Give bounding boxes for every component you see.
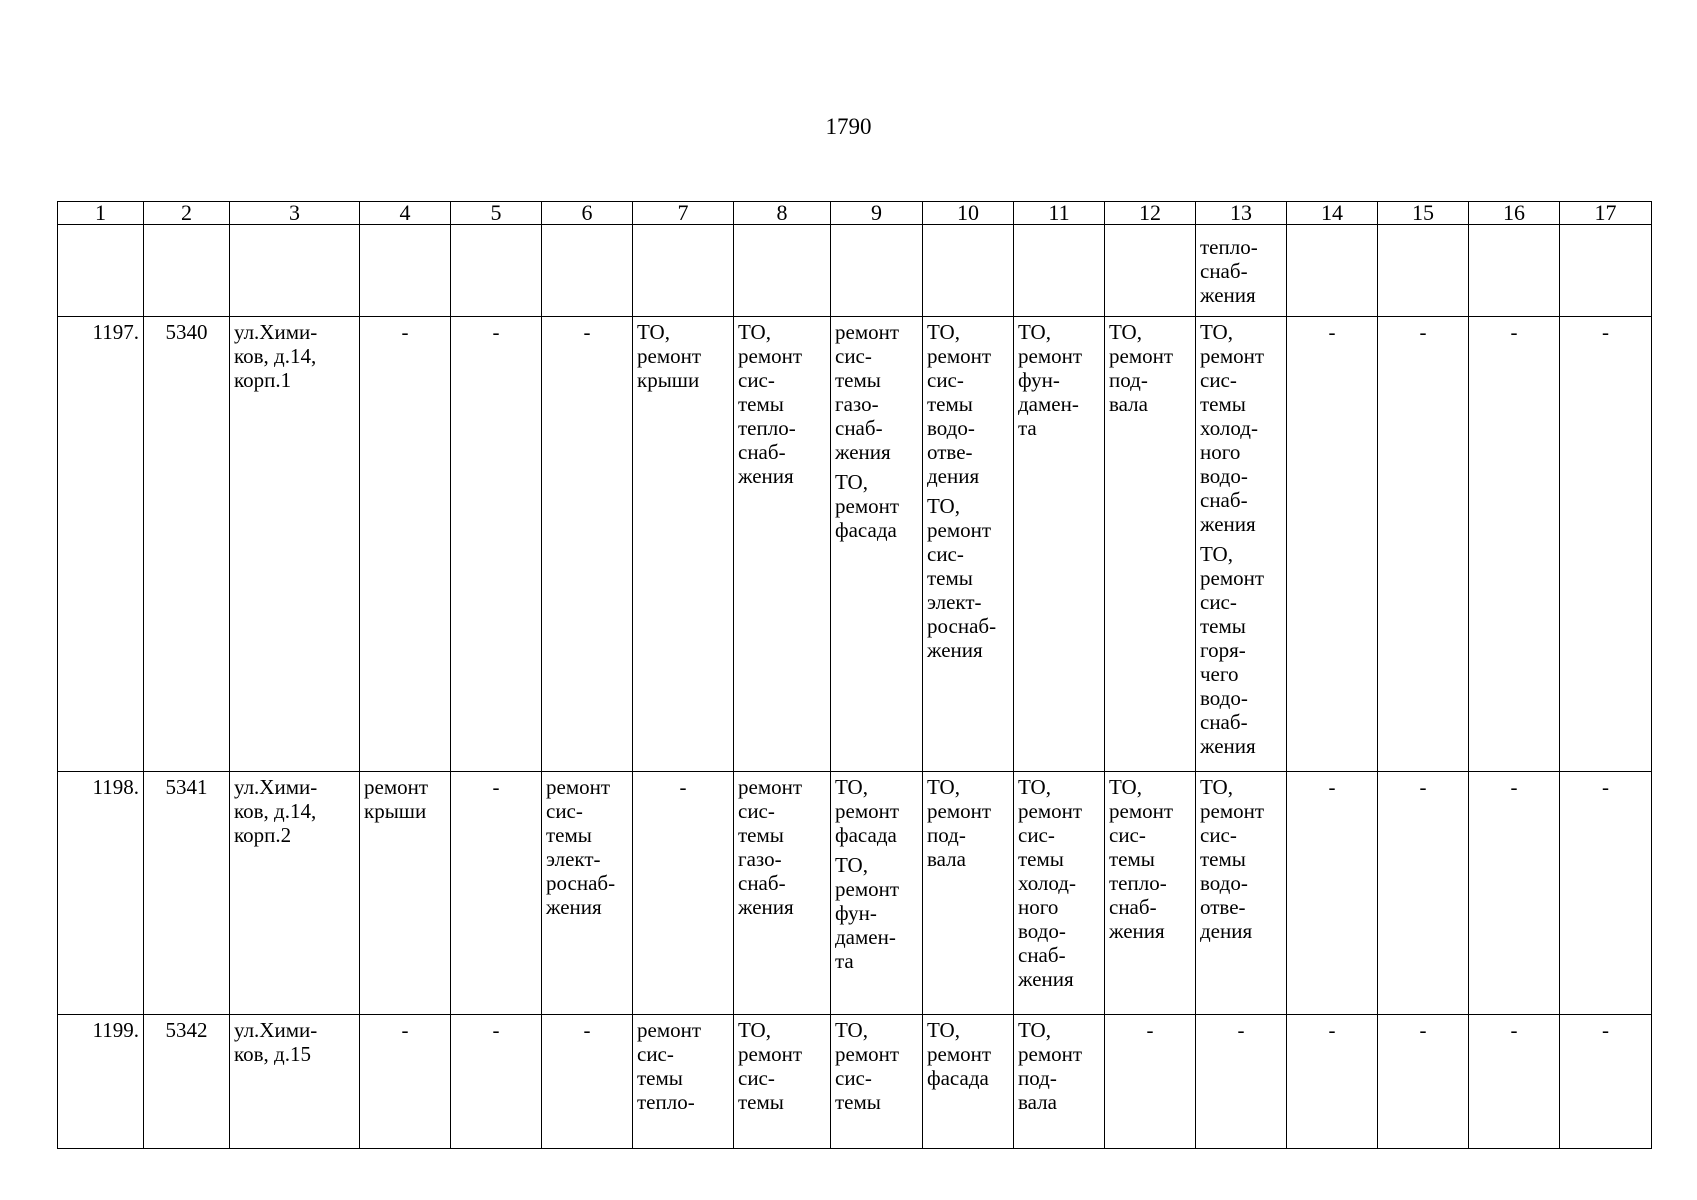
table-cell: [1014, 317, 1105, 772]
cell-text: ТО, ремонт крыши: [637, 320, 702, 392]
cell-text: -: [492, 775, 500, 799]
table-row: [58, 1015, 1652, 1149]
table-cell: [734, 772, 831, 1015]
cell-text: -: [401, 320, 409, 344]
cell-text: -: [1602, 1018, 1609, 1042]
table-cell: [58, 772, 144, 1015]
table-cell: [923, 317, 1014, 772]
column-number-cell: 12: [1105, 202, 1196, 225]
cell-text: ремонт сис- темы тепло-: [637, 1018, 702, 1114]
cell-text: -: [679, 775, 687, 799]
cell-text: 5342: [165, 1018, 208, 1042]
cell-text: тепло- снаб- жения: [1200, 235, 1258, 307]
cell-text: ТО, ремонт сис- темы холод- ного водо- снаб- жения: [1200, 320, 1265, 536]
table-cell: [360, 772, 451, 1015]
table-cell: [360, 225, 451, 317]
cell-text: ремонт сис- темы элект- роснаб- жения: [546, 775, 616, 919]
table-cell: [1287, 1015, 1378, 1149]
table-cell: [230, 1015, 360, 1149]
table-cell: [58, 317, 144, 772]
cell-text: ТО, ремонт под- вала: [1109, 320, 1174, 416]
cell-text: -: [492, 320, 500, 344]
cell-text: ТО, ремонт сис- темы водо- отве- дения: [1200, 775, 1265, 943]
table-cell: [144, 772, 230, 1015]
cell-text: ул.Хими- ков, д.14, корп.2: [234, 775, 318, 847]
cell-text: -: [1237, 1018, 1245, 1042]
cell-text: -: [1602, 320, 1609, 344]
table-cell: [1560, 225, 1652, 317]
table-cell: [923, 1015, 1014, 1149]
cell-text: ул.Хими- ков, д.15: [234, 1018, 318, 1066]
table-cell: [633, 772, 734, 1015]
cell-text: 1198.: [92, 775, 139, 799]
cell-text: -: [1419, 775, 1427, 799]
cell-text: ТО, ремонт фун- дамен- та: [835, 853, 900, 973]
table-cell: [451, 1015, 542, 1149]
cell-text: 1197.: [92, 320, 139, 344]
cell-text: -: [1419, 1018, 1427, 1042]
cell-text: -: [583, 1018, 591, 1042]
table-cell: [831, 317, 923, 772]
table-cell: [734, 225, 831, 317]
table-cell: [1196, 1015, 1287, 1149]
table-cell: [1105, 1015, 1196, 1149]
column-number-cell: 6: [542, 202, 633, 225]
table-cell: [923, 225, 1014, 317]
table-cell: [1105, 225, 1196, 317]
cell-text: 5341: [165, 775, 208, 799]
table-cell: [1105, 317, 1196, 772]
table-cell: [1378, 772, 1469, 1015]
cell-text: ТО, ремонт фасада: [835, 775, 900, 847]
cell-text: -: [1328, 1018, 1336, 1042]
column-number-cell: 11: [1014, 202, 1105, 225]
table-cell: [451, 772, 542, 1015]
cell-text: -: [1602, 775, 1609, 799]
cell-text: ТО, ремонт сис- темы тепло- снаб- жения: [1109, 775, 1174, 943]
table-cell: [1560, 772, 1652, 1015]
table-cell: [230, 772, 360, 1015]
column-number-cell: 4: [360, 202, 451, 225]
table-cell: [230, 225, 360, 317]
table-cell: [542, 772, 633, 1015]
column-number-cell: 9: [831, 202, 923, 225]
cell-text: ТО, ремонт сис- темы водо- отве- дения: [927, 320, 992, 488]
table-cell: [542, 1015, 633, 1149]
column-number-cell: 15: [1378, 202, 1469, 225]
table-cell: [1378, 1015, 1469, 1149]
cell-text: ул.Хими- ков, д.14, корп.1: [234, 320, 318, 392]
cell-text: -: [492, 1018, 500, 1042]
cell-text: ремонт сис- темы газо- снаб- жения: [835, 320, 900, 464]
table-cell: [58, 1015, 144, 1149]
cell-text: ТО, ремонт под- вала: [1018, 1018, 1083, 1114]
table-cell: [831, 1015, 923, 1149]
cell-text: -: [1328, 775, 1336, 799]
table-cell: [451, 317, 542, 772]
cell-text: ТО, ремонт сис- темы горя- чего водо- снаб- жения: [1200, 542, 1265, 758]
table-row: [58, 225, 1652, 317]
table-cell: [1287, 772, 1378, 1015]
table-cell: [1469, 317, 1560, 772]
table-cell: [1469, 772, 1560, 1015]
cell-text: -: [1419, 320, 1427, 344]
table-cell: [451, 225, 542, 317]
cell-text: ТО, ремонт под- вала: [927, 775, 992, 871]
table-cell: [633, 1015, 734, 1149]
table-cell: [144, 225, 230, 317]
table-cell: [542, 317, 633, 772]
column-number-cell: 14: [1287, 202, 1378, 225]
table-cell: [542, 225, 633, 317]
cell-text: ТО, ремонт сис- темы: [835, 1018, 900, 1114]
table-cell: [360, 317, 451, 772]
cell-text: ТО, ремонт сис- темы тепло- снаб- жения: [738, 320, 803, 488]
table-cell: [831, 225, 923, 317]
cell-text: 1199.: [92, 1018, 139, 1042]
column-number-cell: 5: [451, 202, 542, 225]
cell-text: ТО, ремонт сис- темы элект- роснаб- жения: [927, 494, 997, 662]
column-number-cell: 8: [734, 202, 831, 225]
table-cell: [1014, 772, 1105, 1015]
page-number: 1790: [825, 114, 872, 139]
column-number-cell: 10: [923, 202, 1014, 225]
table-cell: [831, 772, 923, 1015]
table-cell: [1469, 225, 1560, 317]
table-cell: [923, 772, 1014, 1015]
column-number-cell: 1: [58, 202, 144, 225]
table-cell: [58, 225, 144, 317]
cell-text: -: [583, 320, 591, 344]
table-cell: [1378, 225, 1469, 317]
table-cell: [734, 1015, 831, 1149]
table-cell: [1560, 1015, 1652, 1149]
column-number-cell: 13: [1196, 202, 1287, 225]
cell-text: -: [1510, 1018, 1518, 1042]
cell-text: ремонт сис- темы газо- снаб- жения: [738, 775, 803, 919]
cell-text: ТО, ремонт сис- темы холод- ного водо- снаб- жения: [1018, 775, 1083, 991]
table-cell: [1287, 225, 1378, 317]
cell-text: -: [1328, 320, 1336, 344]
column-number-row: [58, 202, 1652, 225]
table-cell: [1105, 772, 1196, 1015]
cell-text: ТО, ремонт фун- дамен- та: [1018, 320, 1083, 440]
column-number-cell: 17: [1560, 202, 1652, 225]
cell-text: -: [1510, 775, 1518, 799]
table-cell: [1196, 225, 1287, 317]
table-cell: [230, 317, 360, 772]
table-cell: [144, 317, 230, 772]
table-cell: [360, 1015, 451, 1149]
cell-text: ТО, ремонт фасада: [835, 470, 900, 542]
table-cell: [1469, 1015, 1560, 1149]
table-cell: [1014, 1015, 1105, 1149]
table-cell: [633, 317, 734, 772]
table-cell: [1378, 317, 1469, 772]
table-row: [58, 772, 1652, 1015]
table-row: [58, 317, 1652, 772]
cell-text: ремонт крыши: [364, 775, 429, 823]
table-cell: [1287, 317, 1378, 772]
cell-text: -: [1510, 320, 1518, 344]
table-cell: [1196, 772, 1287, 1015]
table-cell: [633, 225, 734, 317]
column-number-cell: 16: [1469, 202, 1560, 225]
repair-schedule-table: [57, 201, 1652, 1149]
table-cell: [1014, 225, 1105, 317]
cell-text: -: [401, 1018, 409, 1042]
cell-text: ТО, ремонт фасада: [927, 1018, 992, 1090]
table-cell: [144, 1015, 230, 1149]
cell-text: ТО, ремонт сис- темы: [738, 1018, 803, 1114]
table-cell: [1560, 317, 1652, 772]
cell-text: 5340: [165, 320, 208, 344]
column-number-cell: 7: [633, 202, 734, 225]
column-number-cell: 2: [144, 202, 230, 225]
column-number-cell: 3: [230, 202, 360, 225]
table-cell: [1196, 317, 1287, 772]
cell-text: -: [1146, 1018, 1154, 1042]
table-cell: [734, 317, 831, 772]
